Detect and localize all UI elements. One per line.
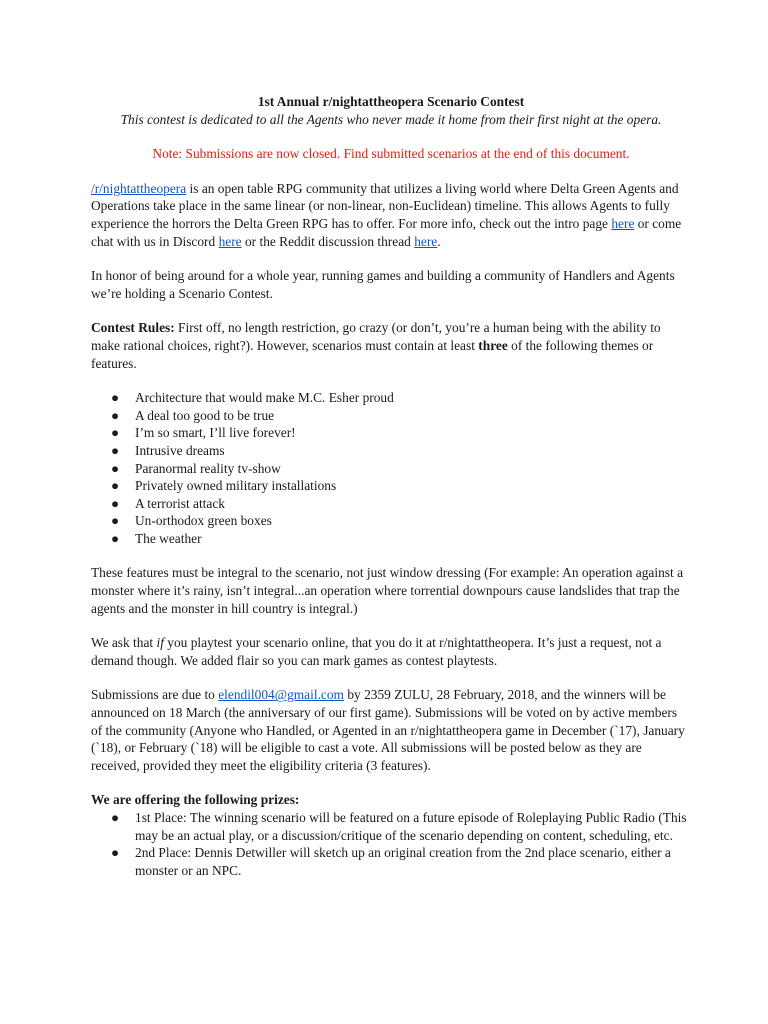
list-item <box>91 530 691 548</box>
playtest-paragraph <box>91 634 691 669</box>
bullet-icon: ● <box>111 407 120 423</box>
submissions-paragraph <box>91 686 691 774</box>
bullet-icon: ● <box>111 460 120 476</box>
theme-text: Architecture that would make M.C. Esher proud <box>135 390 394 406</box>
bullet-icon: ● <box>111 478 120 494</box>
list-item <box>91 442 691 460</box>
list-item <box>91 389 691 407</box>
document-subtitle: This contest is dedicated to all the Agents who never made it home from their first night at the opera. <box>120 111 662 127</box>
list-item <box>91 844 691 879</box>
intro-paragraph <box>91 180 691 250</box>
rules-label: Contest Rules: <box>91 320 175 336</box>
theme-text: The weather <box>135 530 202 546</box>
bullet-icon: ● <box>111 810 120 825</box>
playtest-text-1: We ask that <box>91 635 157 651</box>
intro-text-1: is an open table RPG community that utilizes a living world where Delta Green Agents and Operations take place in the same linear (or non-linear, non-Euclidean) timeline. This allows Agents to fully experience the horrors the Delta Green RPG has to offer. For more info, check out the intro page <box>91 180 679 231</box>
intro-text-4: . <box>437 233 441 249</box>
theme-text: A deal too good to be true <box>135 407 275 423</box>
intro-text-2: or come chat with us in Discord <box>91 215 682 249</box>
intro-text-3: or the Reddit discussion thread <box>241 233 415 249</box>
list-item <box>91 512 691 530</box>
rules-emphasis: three <box>478 337 508 353</box>
prize-text: 1st Place: The winning scenario will be featured on a future episode of Roleplaying Public Radio (This may be an actual play, or a discussion/critique of the scenario depending on content, scheduling, etc. <box>135 810 687 843</box>
submissions-text-2: by 2359 ZULU, 28 February, 2018, and the winners will be announced on 18 March (the anniversary of our first game). Submissions will be voted on by active members of the community (Anyone who Handled, or Agented in an r/nightattheopera game in December (`17), January (`18), or February (`18) will be eligible to cast a vote. All submissions will be posted below as they are received, provided they meet the eligibility criteria (3 features). <box>91 687 685 773</box>
discord-link[interactable]: here <box>218 233 242 249</box>
intro-page-link[interactable]: here <box>611 215 635 231</box>
closed-notice: Note: Submissions are now closed. Find submitted scenarios at the end of this document. <box>152 146 630 162</box>
theme-text: Intrusive dreams <box>135 442 225 458</box>
theme-text: Un-orthodox green boxes <box>135 513 272 529</box>
prizes-list <box>91 809 691 879</box>
list-item <box>91 809 691 844</box>
bullet-icon: ● <box>111 513 120 529</box>
bullet-icon: ● <box>111 425 120 441</box>
integral-paragraph: These features must be integral to the scenario, not just window dressing (For example: An operation against a monster where it’s rainy, isn’t integral...an operation where torrential downpours cause landslides that trap the agents and the monster in hill country is integral.) <box>91 565 684 616</box>
bullet-icon: ● <box>111 390 120 406</box>
playtest-emphasis: if <box>156 635 164 651</box>
prizes-heading: We are offering the following prizes: <box>91 792 300 808</box>
bullet-icon: ● <box>111 495 120 511</box>
theme-text: Paranormal reality tv-show <box>135 460 281 476</box>
list-item <box>91 424 691 442</box>
playtest-text-2: you playtest your scenario online, that you do it at r/nightattheopera. It’s just a request, not a demand though. We added flair so you can mark games as contest playtests. <box>91 635 662 668</box>
submissions-text-1: Submissions are due to <box>91 687 219 703</box>
rules-text-2: of the following themes or features. <box>91 337 654 371</box>
theme-text: Privately owned military installations <box>135 478 337 494</box>
bullet-icon: ● <box>111 845 120 861</box>
theme-text: A terrorist attack <box>135 495 225 511</box>
list-item <box>91 460 691 478</box>
list-item <box>91 407 691 425</box>
rules-text-1: First off, no length restriction, go crazy (or don’t, you’re a human being with the ability to make rational choices, right?). However, scenarios must contain at least <box>91 320 661 353</box>
bullet-icon: ● <box>111 442 120 458</box>
rules-paragraph <box>91 319 691 372</box>
theme-text: I’m so smart, I’ll live forever! <box>135 425 296 441</box>
prize-text: 2nd Place: Dennis Detwiller will sketch up an original creation from the 2nd place scenario, either a monster or an NPC. <box>135 845 671 878</box>
reddit-thread-link[interactable]: here <box>414 233 438 249</box>
community-link[interactable]: /r/nightattheopera <box>91 180 187 196</box>
list-item <box>91 477 691 495</box>
email-link[interactable]: elendil004@gmail.com <box>218 687 344 703</box>
themes-list <box>91 389 691 547</box>
honor-paragraph: In honor of being around for a whole year, running games and building a community of Handlers and Agents we’re holding a Scenario Contest. <box>91 268 675 301</box>
document-page <box>91 93 691 879</box>
bullet-icon: ● <box>111 530 120 546</box>
list-item <box>91 495 691 513</box>
document-title: 1st Annual r/nightattheopera Scenario Contest <box>257 94 525 109</box>
